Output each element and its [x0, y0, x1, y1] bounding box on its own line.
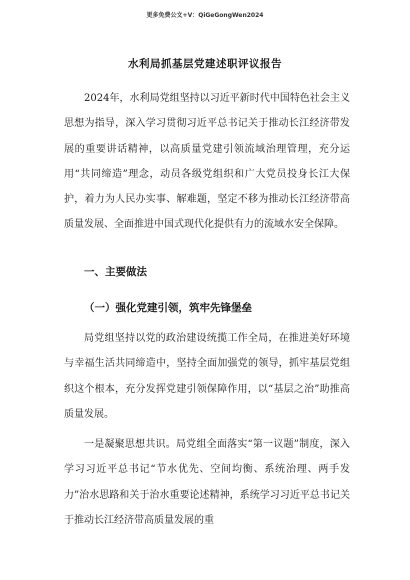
section-heading-main-practices: 一、主要做法: [84, 266, 147, 278]
subsection-heading-party-leadership: （一）强化党建引领，筑牢先锋堡垒: [84, 302, 252, 314]
document-title: 水利局抓基层党建述职评议报告: [128, 58, 282, 70]
intro-paragraph: 2024年，水利局党组坚持以习近平新时代中国特色社会主义思想为指导，深入学习贯彻习近平总书记关于推动长江经济带发展的重要讲话精神，以高质量党建引领流域治理管理，充分运用“共同缔造”理念，动员各级党组织和广大党员投身长江大保护，着力为人民办实事、解难题，坚定不移为推动长江经济带高质量发展、全面推进中国式现代化提供有力的流域水安全保障。: [64, 93, 350, 231]
page-header-watermark: 更多免费公文+V：QiGeGongWen2024: [146, 12, 264, 19]
subsection-paragraph-party-leadership: 局党组坚持以党的政治建设统揽工作全局，在推进美好环境与幸福生活共同缔造中，坚持全面加强党的领导，抓牢基层党组织这个根本，充分发挥党建引领保障作用，以“基层之治”助推高质量发展。: [64, 333, 350, 420]
point-one-paragraph: 一是凝聚思想共识。局党组全面落实“第一议题”制度，深入学习习近平总书记“节水优先、空间均衡、系统治理、两手发力”治水思路和关于治水重要论述精神，系统学习习近平总书记关于推动长江经济带高质量发展的重: [64, 439, 350, 526]
